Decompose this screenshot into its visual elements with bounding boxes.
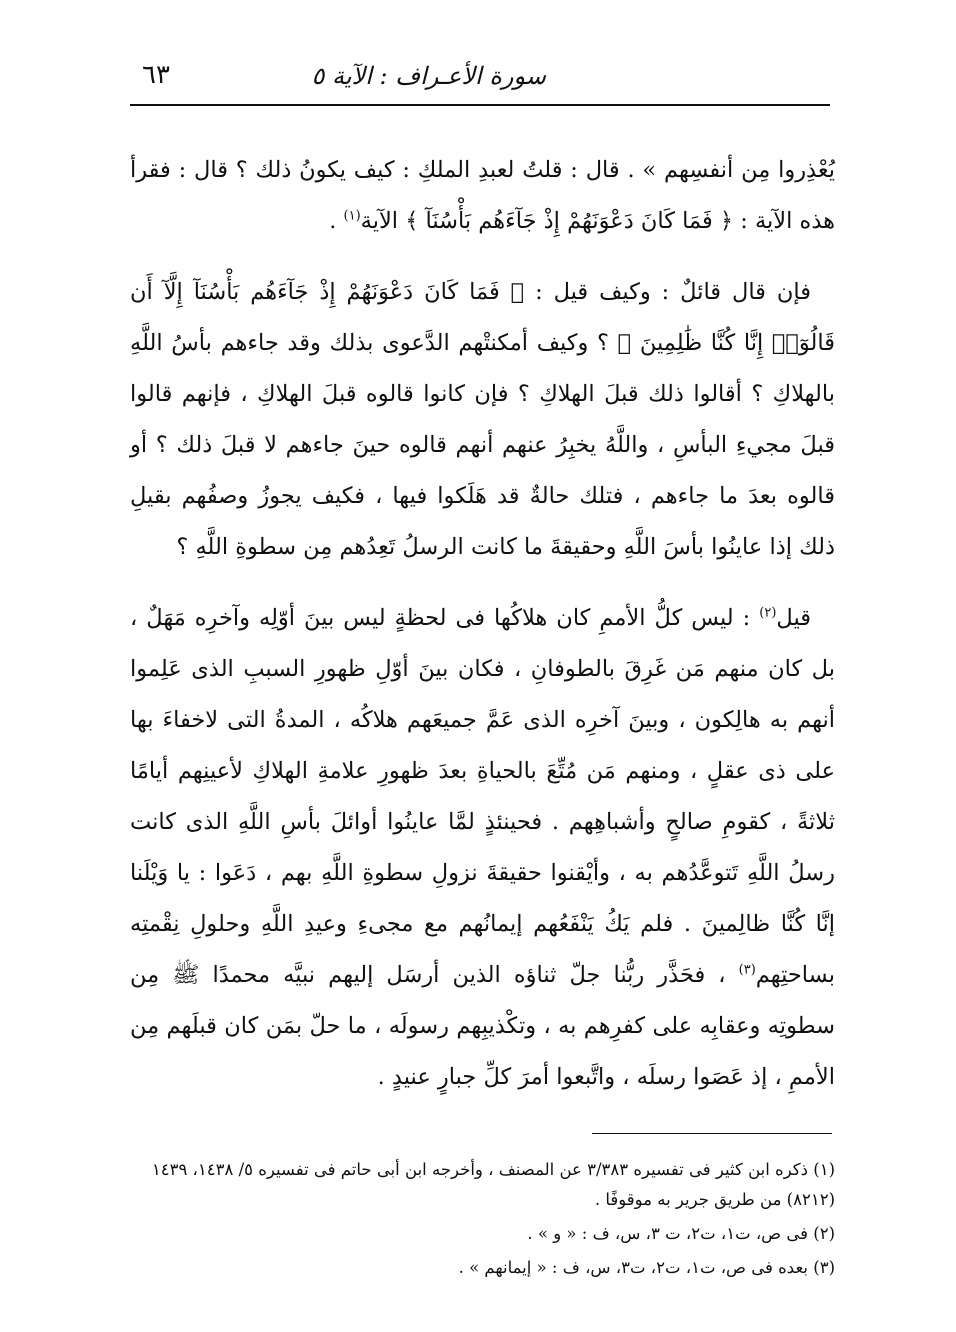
footnotes-section: [130, 1155, 835, 1287]
footnote-divider: [592, 1133, 832, 1134]
paragraph-1-tail: .: [329, 208, 344, 234]
footnote-3: (٣) بعده فى ص، ت١، ت٢، ت٣، س، ف : « إيمانهم » .: [458, 1258, 835, 1277]
footnote-1: (١) ذكره ابن كثير فى تفسيره ٣/٣٨٣ عن المصنف ، وأخرجه ابن أبى حاتم فى تفسيره ٥/ ١٤٣٨، ١٤٣٩ (٨٢١٢) من طريق جرير به موقوفًا .: [151, 1160, 835, 1209]
footnote-ref-3[interactable]: (٣): [738, 962, 756, 978]
footnote-ref-1[interactable]: (١): [343, 208, 361, 224]
page-number: ٦٣: [142, 60, 170, 90]
paragraph-2-text: فإن قال قائلٌ : وكيف قيل : ﴿ فَمَا كَانَ دَعْوَنَهُمْ إِذْ جَآءَهُم بَأْسُنَآ إِلَّآ أَن قَالُوٓا۟ إِنَّا كُنَّا ظَٰلِمِينَ ﴾ ؟ وكيف أمكنتْهم الدَّعوى بذلك وقد جاءهم بأسُ اللَّهِ بالهلاكِ ؟ أقالوا ذلك قبلَ الهلاكِ ؟ فإن كانوا قالوه قبلَ الهلاكِ ، فإنهم قالوا قبلَ مجيءِ البأسِ ، واللَّهُ يخبِرُ عنهم أنهم قالوه حينَ جاءهم لا قبلَ ذلك ؟ أو قالوه بعدَ ما جاءهم ، فتلك حالةٌ قد هَلَكوا فيها ، فكيف يجوزُ وصفُهم بقيلِ ذلك إذا عاينُوا بأسَ اللَّهِ وحقيقةَ ما كانت الرسلُ تَعِدُهم مِن سطوةِ اللَّهِ ؟: [130, 279, 835, 560]
main-text: [130, 145, 835, 1123]
footnote-2: (٢) فى ص، ت١، ت٢، ت ٣، س، ف : « و » .: [527, 1224, 835, 1243]
paragraph-3: [130, 593, 835, 1103]
surah-title: سورة الأعـراف : الآية ٥: [311, 62, 546, 90]
footnote-ref-2[interactable]: (٢): [759, 605, 777, 621]
header-divider: [130, 104, 830, 106]
paragraph-1-text: يُعْذِروا مِن أنفسِهم » . قال : قلتُ لعبدِ الملكِ : كيف يكونُ ذلك ؟ قال : فقرأ هذه الآية : ﴿ فَمَا كَانَ دَعْوَنَهُمْ إِذْ جَآءَهُم بَأْسُنَآ ﴾ الآية: [130, 157, 835, 234]
paragraph-3-lead: قيل: [776, 605, 811, 631]
paragraph-1: [130, 145, 835, 247]
paragraph-3-text: : ليس كلُّ الأممِ كان هلاكُها فى لحظةٍ ليس بينَ أوّلِه وآخرِه مَهَلٌ ، بل كان منهم مَن غَرِقَ بالطوفانِ ، فكان بينَ أوّلِ ظهورِ السببِ الذى عَلِموا أنهم به هالِكون ، وبينَ آخرِه الذى عَمَّ جميعَهم هلاكُه ، المدةُ التى لاخفاءَ بها على ذى عقلٍ ، ومنهم مَن مُتِّعَ بالحياةِ بعدَ ظهورِ علامةِ الهلاكِ لأعينِهم أيامًا ثلاثةً ، كقومِ صالحٍ وأشباهِهم . فحينئذٍ لمَّا عاينُوا أوائلَ بأسِ اللَّهِ الذى كانت رسلُ اللَّهِ تَتوعَّدُهم به ، وأيْقنوا حقيقةَ نزولِ سطوةِ اللَّهِ بهم ، دَعَوا : يا وَيْلَنا إنَّا كُنَّا ظالِمينَ . فلم يَكُ يَنْفَعُهم إيمانُهم مع مجىءِ وعيدِ اللَّهِ وحلولِ نِقْمتِه بساحتِهم: [130, 605, 835, 988]
paragraph-3-tail: ، فحَذَّر ربُّنا جلّ ثناؤه الذين أرسَل إليهم نبيَّه محمدًا ﷺ مِن سطوتِه وعقابِه على كفرِهم به ، وتكْذيبِهم رسولَه ، ما حلّ بمَن كان قبلَهم مِن الأممِ ، إذ عَصَوا رسلَه ، واتَّبعوا أمرَ كلِّ جبارٍ عنيدٍ .: [130, 962, 835, 1090]
running-header: [130, 58, 828, 98]
paragraph-2: [130, 267, 835, 573]
